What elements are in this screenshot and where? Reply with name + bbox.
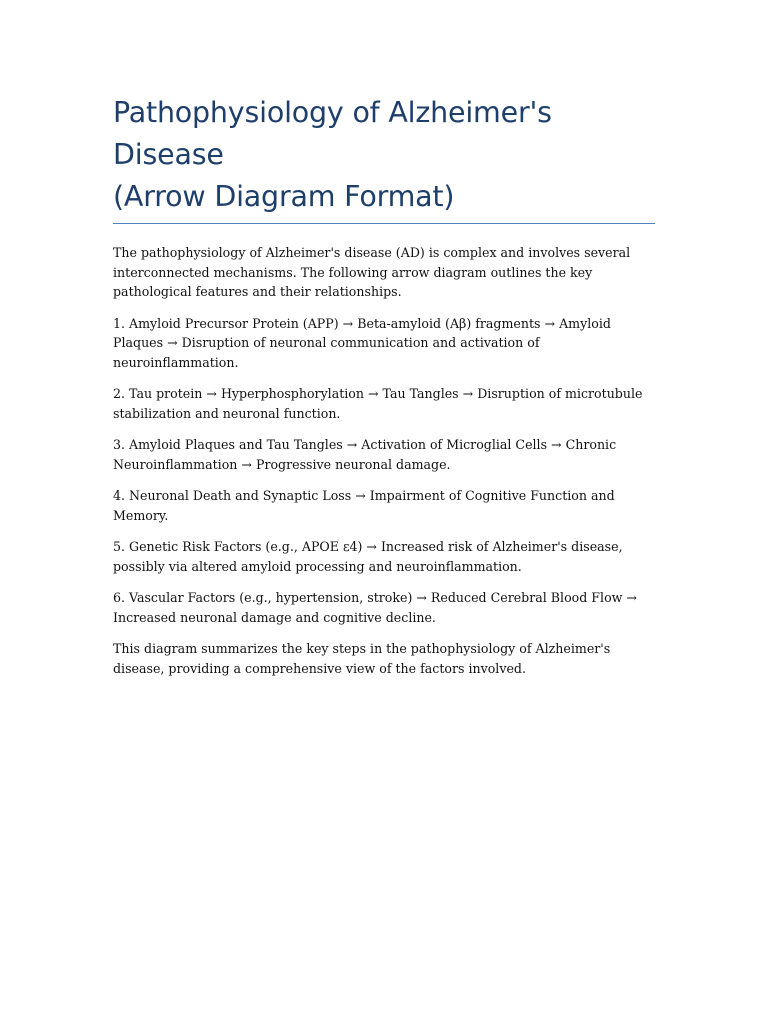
title-line-2: (Arrow Diagram Format) (113, 180, 455, 213)
intro-paragraph: The pathophysiology of Alzheimer's disease (AD) is complex and involves several interconnected mechanisms. The following arrow diagram outlines the key pathological features and their relationships. (113, 245, 631, 299)
title-line-1: Pathophysiology of Alzheimer's Disease (113, 96, 552, 171)
step-4-paragraph: 4. Neuronal Death and Synaptic Loss → Impairment of Cognitive Function and Memory. (113, 488, 615, 523)
document-title (113, 92, 655, 218)
step-1-paragraph: 1. Amyloid Precursor Protein (APP) → Beta-amyloid (Aβ) fragments → Amyloid Plaques → Disruption of neuronal communication and activation of neuroinflammation. (113, 315, 611, 370)
summary-paragraph: This diagram summarizes the key steps in the pathophysiology of Alzheimer's disease, providing a comprehensive view of the factors involved. (113, 641, 611, 676)
step-6-paragraph: 6. Vascular Factors (e.g., hypertension, stroke) → Reduced Cerebral Blood Flow → Increased neuronal damage and cognitive decline. (113, 590, 637, 625)
step-3-paragraph: 3. Amyloid Plaques and Tau Tangles → Activation of Microglial Cells → Chronic Neuroinflammation → Progressive neuronal damage. (113, 437, 617, 472)
title-underline (113, 223, 655, 224)
step-2-paragraph: 2. Tau protein → Hyperphosphorylation → Tau Tangles → Disruption of microtubule stabilization and neuronal function. (113, 386, 643, 421)
step-5-paragraph: 5. Genetic Risk Factors (e.g., APOE ε4) → Increased risk of Alzheimer's disease, possibly via altered amyloid processing and neuroinflammation. (113, 539, 623, 574)
document-page (113, 92, 655, 690)
document-body (113, 243, 655, 678)
